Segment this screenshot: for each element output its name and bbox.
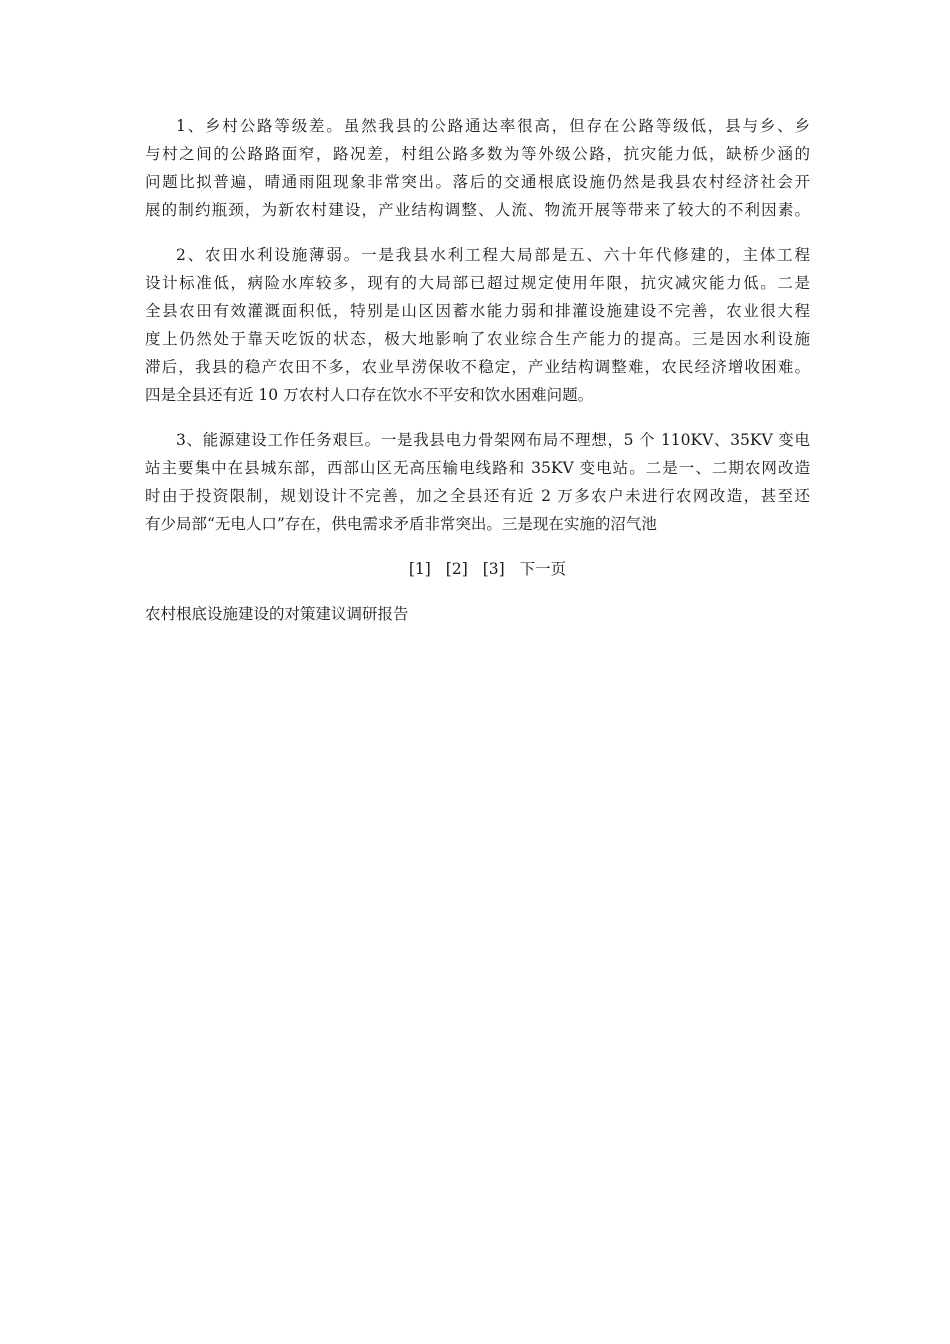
page-link-1[interactable]: [1] bbox=[408, 560, 431, 578]
paragraph-rural-roads bbox=[145, 112, 810, 224]
paragraph-line: 3、能源建设工作任务艰巨。一是我县电力骨架网布局不理想，5 个 110KV、35KV 变电 bbox=[176, 431, 810, 449]
next-page-link[interactable]: 下一页 bbox=[519, 560, 567, 578]
related-article-title: 农村根底设施建设的对策建议调研报告 bbox=[145, 605, 409, 623]
pagination bbox=[145, 555, 810, 583]
paragraph-line: 1、乡村公路等级差。虽然我县的公路通达率很高，但存在公路等级低，县与乡、乡 bbox=[176, 117, 810, 135]
document-body bbox=[145, 112, 810, 628]
page-link-2[interactable]: [2] bbox=[445, 560, 468, 578]
paragraph-line: 设计标准低，病险水库较多，现有的大局部已超过规定使用年限，抗灾减灾能力低。二是 bbox=[145, 274, 810, 292]
paragraph-line: 有少局部“无电人口”存在，供电需求矛盾非常突出。三是现在实施的沼气池 bbox=[145, 515, 657, 533]
paragraph-line: 问题比拟普遍，晴通雨阻现象非常突出。落后的交通根底设施仍然是我县农村经济社会开 bbox=[145, 173, 810, 191]
paragraph-line: 展的制约瓶颈，为新农村建设，产业结构调整、人流、物流开展等带来了较大的不利因素。 bbox=[145, 201, 810, 219]
paragraph-line: 四是全县还有近 10 万农村人口存在饮水不平安和饮水困难问题。 bbox=[145, 386, 594, 404]
paragraph-line: 2、农田水利设施薄弱。一是我县水利工程大局部是五、六十年代修建的，主体工程 bbox=[176, 246, 810, 264]
paragraph-irrigation bbox=[145, 241, 810, 409]
paragraph-energy bbox=[145, 426, 810, 538]
paragraph-line: 全县农田有效灌溉面积低，特别是山区因蓄水能力弱和排灌设施建设不完善，农业很大程 bbox=[145, 302, 810, 320]
paragraph-line: 站主要集中在县城东部，西部山区无高压输电线路和 35KV 变电站。二是一、二期农网改造 bbox=[145, 459, 810, 477]
paragraph-line: 度上仍然处于靠天吃饭的状态，极大地影响了农业综合生产能力的提高。三是因水利设施 bbox=[145, 330, 810, 348]
paragraph-line: 与村之间的公路路面窄，路况差，村组公路多数为等外级公路，抗灾能力低，缺桥少涵的 bbox=[145, 145, 810, 163]
paragraph-line: 滞后，我县的稳产农田不多，农业旱涝保收不稳定，产业结构调整难，农民经济增收困难。 bbox=[145, 358, 810, 376]
page-link-3[interactable]: [3] bbox=[482, 560, 505, 578]
paragraph-line: 时由于投资限制，规划设计不完善，加之全县还有近 2 万多农户未进行农网改造，甚至还 bbox=[145, 487, 810, 505]
